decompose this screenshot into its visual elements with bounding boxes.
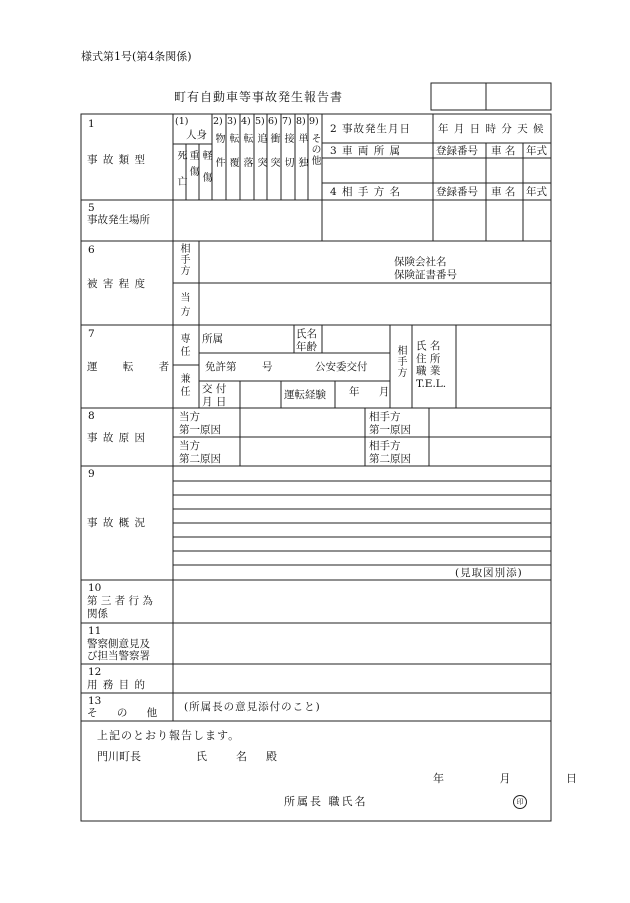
title-box-left[interactable]	[432, 84, 485, 109]
s1-col-7-number: 7)	[282, 116, 292, 127]
s1-c1-sub-1[interactable]	[187, 150, 199, 182]
s8-own-cause2-line2: 第二原因	[179, 452, 221, 465]
s7-age-label: 年齢	[296, 340, 317, 353]
s7-years-months: 年 月	[349, 386, 398, 398]
s1-col-9-label: その他	[309, 132, 320, 166]
s7-experience-label: 運転経験	[284, 389, 326, 401]
s1-col-9-number: 9)	[309, 116, 319, 127]
footer-date[interactable]: 年 月 日	[433, 772, 603, 785]
s3-year-field[interactable]	[524, 159, 550, 182]
s6-tou-label: 当方	[178, 292, 189, 320]
s1-sub-death-label: 死亡	[175, 150, 186, 202]
s6-own-damage-field[interactable]	[200, 284, 550, 324]
s8-own-cause2-field[interactable]	[241, 438, 364, 465]
s1-col-4-label: 転落	[241, 132, 252, 181]
s8-own-cause1-line2: 第一原因	[179, 423, 221, 436]
form-id: 様式第1号(第4条関係)	[81, 50, 192, 63]
s7-aite-label: 相手方	[395, 345, 406, 378]
s7-kofu-label-1: 交 付	[202, 383, 227, 395]
s8-other-cause1-field[interactable]	[430, 409, 550, 436]
s1-col-5-label: 追突	[255, 132, 266, 181]
s1-c1-sub-2[interactable]	[200, 150, 212, 194]
s5-label: 事故発生場所	[87, 214, 150, 226]
s12-label: 用 務 目 的	[87, 679, 147, 691]
s1-number: 1	[88, 118, 95, 130]
s7-sennin-wrap[interactable]	[178, 333, 188, 359]
s1-col-5-number: 5)	[255, 116, 265, 127]
s1-col-6[interactable]	[268, 117, 281, 181]
s8-other-cause2-field[interactable]	[430, 438, 550, 465]
s3-reg-field[interactable]	[434, 159, 485, 182]
s3-reg-label: 登録番号	[436, 145, 478, 157]
s7-name-label: 氏名	[296, 328, 317, 340]
s9-summary-field[interactable]	[174, 467, 550, 564]
s7-shozoku-label: 所属	[202, 333, 223, 345]
s1-col-7[interactable]	[282, 117, 295, 181]
s11-label: 警察側意見及	[87, 638, 150, 650]
s1-col-8[interactable]	[296, 117, 308, 181]
s6-label: 被 害 程 度	[87, 278, 147, 290]
s7-kofu-label	[202, 383, 226, 408]
s8-number: 8	[88, 410, 95, 422]
s1-col-8-number: 8)	[296, 116, 306, 127]
s7-other-occupation: 職 業	[416, 365, 441, 378]
s7-name-field[interactable]	[323, 326, 389, 352]
title-box-right[interactable]	[487, 84, 550, 109]
s6-insurer-label: 保険会社名	[394, 256, 447, 268]
s8-own-cause1-line1: 当方	[179, 411, 200, 423]
s1-col-3-label: 転覆	[227, 132, 238, 181]
s8-own-cause1-field[interactable]	[241, 409, 364, 436]
s3-year-label: 年式	[526, 145, 547, 157]
footer-sign: 所属長 職氏名	[284, 795, 368, 808]
s1-col-4[interactable]	[241, 117, 254, 181]
s7-kennin-wrap[interactable]	[178, 373, 188, 399]
s1-c1-head: 人身	[186, 129, 207, 141]
footer-statement: 上記のとおり報告します。	[97, 729, 241, 742]
s7-other-name: 氏 名	[416, 340, 441, 352]
s11-label2: び担当警察署	[87, 650, 150, 662]
s1-col-3-number: 3)	[227, 116, 237, 127]
s1-col-8-label: 単独	[296, 132, 307, 181]
s11-field[interactable]	[174, 624, 550, 663]
s7-kennin-label: 兼任	[178, 373, 189, 399]
s2-value[interactable]: 年 月 日 時 分 天 候	[438, 123, 545, 135]
form-title: 町有自動車等事故発生報告書	[174, 90, 344, 104]
footer-dono: 殿	[266, 750, 277, 763]
s1-col-7-label: 接切	[282, 132, 293, 181]
s7-other-address: 住 所	[416, 352, 441, 365]
s8-other-cause1-line1: 相手方	[369, 411, 401, 423]
s13-label: そ の 他	[87, 707, 166, 719]
s8-own-cause2-label	[179, 440, 221, 465]
s7-sennin-label: 専任	[178, 333, 189, 359]
s9-note: (見取図別添)	[455, 567, 523, 579]
s6-policy-label: 保険証書番号	[394, 269, 457, 281]
s7-koan-label: 公安委交付	[315, 361, 368, 373]
s3-vehicle-field[interactable]	[323, 159, 432, 182]
s7-other-party-field[interactable]	[457, 326, 550, 407]
s8-other-cause2-line2: 第二原因	[369, 452, 411, 465]
s1-col-3[interactable]	[227, 117, 240, 181]
seal-mark-icon: 印	[513, 795, 527, 809]
s4-reg-label: 登録番号	[436, 186, 478, 198]
s8-other-cause2-line1: 相手方	[369, 440, 401, 452]
s10-label: 第 三 者 行 為	[87, 595, 153, 607]
s7-kofu-label-2: 月 日	[202, 395, 227, 408]
s4-label: 4 相 手 方 名	[330, 186, 402, 198]
s5-number: 5	[88, 202, 95, 214]
s7-name-age-label	[296, 328, 317, 353]
s1-col-4-number: 4)	[241, 116, 251, 127]
s11-number: 11	[88, 625, 102, 637]
s7-gou-label: 号	[262, 361, 273, 373]
s9-label: 事 故 概 況	[87, 517, 147, 529]
s5-location-field[interactable]	[174, 201, 321, 240]
s1-label: 事 故 類 型	[87, 154, 147, 166]
s1-col-6-number: 6)	[268, 116, 278, 127]
s3-car-label: 車 名	[491, 145, 516, 157]
s4-car-label: 車 名	[491, 186, 516, 198]
s10-label2: 関係	[87, 608, 108, 620]
s7-other-fields	[416, 340, 446, 390]
s1-col-6-label: 衝突	[268, 132, 279, 181]
s1-col-9[interactable]	[309, 117, 322, 166]
footer-shi: 氏	[196, 750, 207, 763]
s9-number: 9	[88, 468, 95, 480]
s8-own-cause2-line1: 当方	[179, 440, 200, 452]
s1-col-5[interactable]	[255, 117, 267, 181]
s3-car-field[interactable]	[487, 159, 522, 182]
s6-aite-label: 相手方	[178, 243, 189, 276]
s1-c1-sub-0[interactable]	[174, 150, 186, 202]
s2-label: 2 事故発生月日	[330, 123, 412, 135]
s8-other-cause2-label	[369, 440, 411, 465]
s6-tou-label-wrap	[178, 292, 192, 320]
s3-label: 3 車 両 所 属	[330, 145, 402, 157]
s7-label: 運 転 者	[87, 361, 181, 373]
footer-addressee: 門川町長	[97, 750, 141, 763]
footer-mei: 名	[236, 750, 247, 763]
s7-license-label: 免許第	[205, 361, 237, 373]
s1-sub-minor-label: 軽傷	[200, 150, 211, 194]
s8-other-cause1-line2: 第一原因	[369, 423, 411, 436]
s13-note: (所属長の意見添付のこと)	[184, 701, 321, 713]
s12-field[interactable]	[174, 665, 550, 692]
s1-sub-serious-label: 重傷	[187, 150, 198, 182]
s1-c1-number: (1)	[175, 116, 189, 127]
s7-shozoku-field[interactable]	[228, 326, 293, 352]
s6-aite-label-wrap	[178, 243, 192, 276]
s8-own-cause1-label	[179, 411, 221, 436]
s7-aite-wrap	[395, 345, 405, 378]
s13-number: 13	[88, 695, 102, 707]
s1-col-2[interactable]	[213, 117, 226, 181]
s8-label: 事 故 原 因	[87, 432, 147, 444]
s7-other-tel: T.E.L.	[416, 377, 447, 390]
s10-field[interactable]	[174, 581, 550, 622]
s12-number: 12	[88, 666, 102, 678]
s4-year-label: 年式	[526, 186, 547, 198]
s6-number: 6	[88, 244, 95, 256]
s8-other-cause1-label	[369, 411, 411, 436]
s7-number: 7	[88, 328, 95, 340]
s1-col-2-label: 物件	[213, 132, 224, 181]
s1-col-2-number: 2)	[213, 116, 223, 127]
s10-number: 10	[88, 582, 102, 594]
